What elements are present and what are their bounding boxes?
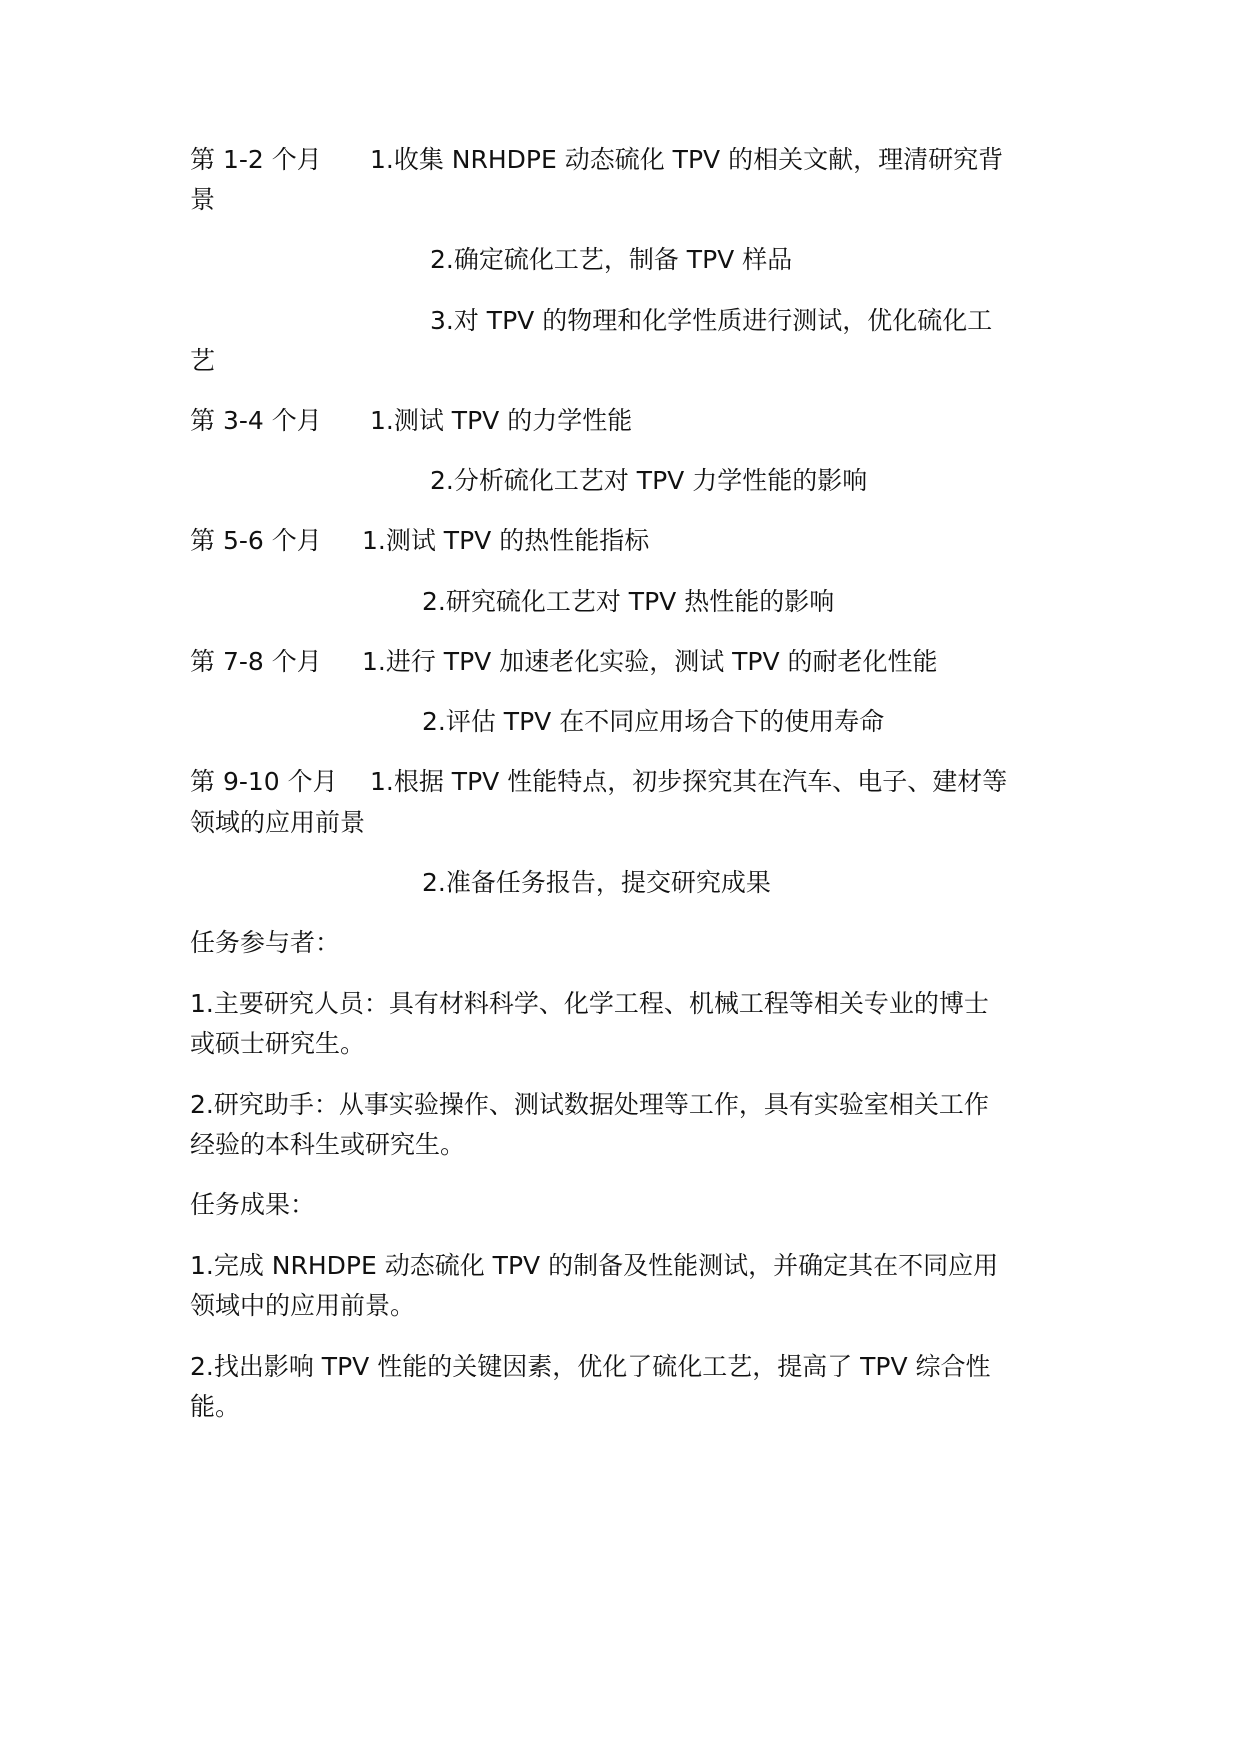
month-label: 第 9-10 个月 <box>190 767 338 796</box>
task-text: 1.进行 TPV 加速老化实验，测试 TPV 的耐老化性能 <box>362 647 938 676</box>
participants-heading: 任务参与者： <box>190 928 341 957</box>
task-text: 2.分析硫化工艺对 TPV 力学性能的影响 <box>430 466 868 495</box>
month-label: 第 5-6 个月 <box>190 526 322 555</box>
schedule-line <box>190 639 1070 685</box>
month-label: 第 3-4 个月 <box>190 406 322 435</box>
task-text: 2.研究硫化工艺对 TPV 热性能的影响 <box>422 587 835 616</box>
task-continuation: 景 <box>190 185 216 214</box>
task-text: 1.测试 TPV 的热性能指标 <box>362 526 650 555</box>
month-label: 第 7-8 个月 <box>190 647 322 676</box>
task-text: 1.测试 TPV 的力学性能 <box>370 406 633 435</box>
task-text: 3.对 TPV 的物理和化学性质进行测试，优化硫化工 <box>430 306 993 335</box>
schedule-line <box>190 398 1070 444</box>
month-label: 第 1-2 个月 <box>190 145 322 174</box>
task-text: 2.确定硫化工艺，制备 TPV 样品 <box>430 245 793 274</box>
outcome-item: 1.完成 NRHDPE 动态硫化 TPV 的制备及性能测试，并确定其在不同应用 <box>190 1251 999 1280</box>
task-text: 1.收集 NRHDPE 动态硫化 TPV 的相关文献，理清研究背 <box>370 145 1004 174</box>
task-text: 1.根据 TPV 性能特点，初步探究其在汽车、电子、建材等 <box>370 767 1008 796</box>
task-continuation: 领域的应用前景 <box>190 808 366 837</box>
task-text: 2.准备任务报告，提交研究成果 <box>422 868 771 897</box>
participant-item: 1.主要研究人员：具有材料科学、化学工程、机械工程等相关专业的博士 <box>190 989 989 1018</box>
participant-item-continuation: 或硕士研究生。 <box>190 1029 366 1058</box>
outcome-item-continuation: 能。 <box>190 1392 241 1421</box>
participant-item: 2.研究助手：从事实验操作、测试数据处理等工作，具有实验室相关工作 <box>190 1090 989 1119</box>
task-text: 2.评估 TPV 在不同应用场合下的使用寿命 <box>422 707 885 736</box>
outcomes-heading: 任务成果： <box>190 1190 316 1219</box>
outcome-item-continuation: 领域中的应用前景。 <box>190 1291 416 1320</box>
participant-item-continuation: 经验的本科生或研究生。 <box>190 1130 466 1159</box>
outcome-item: 2.找出影响 TPV 性能的关键因素，优化了硫化工艺，提高了 TPV 综合性 <box>190 1352 991 1381</box>
schedule-line <box>190 759 1070 805</box>
task-continuation: 艺 <box>190 346 216 375</box>
schedule-line <box>190 518 1070 564</box>
